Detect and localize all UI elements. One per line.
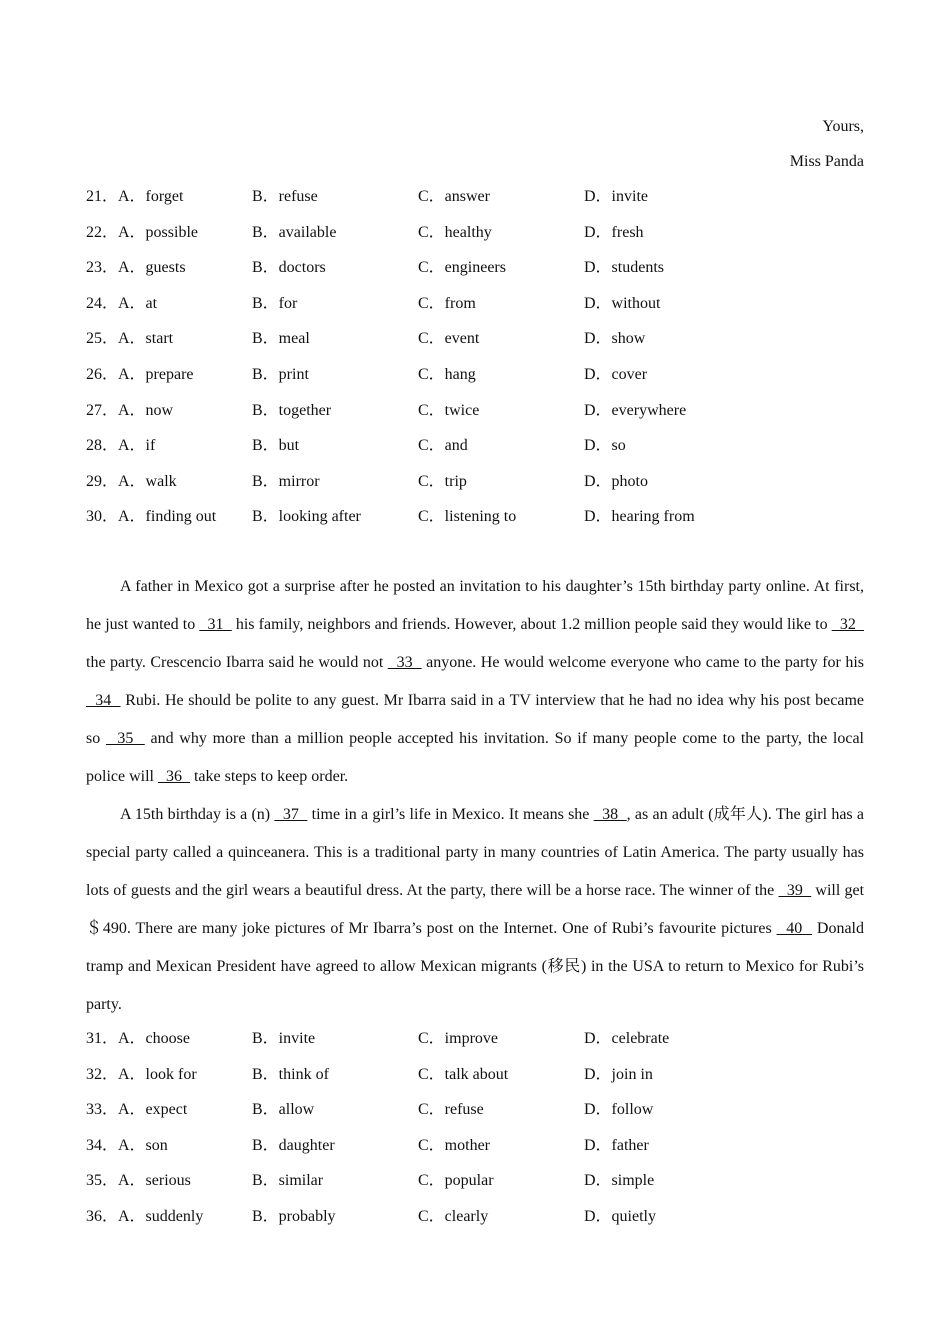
closing-line: Yours, xyxy=(822,118,864,135)
option-d: D．fresh xyxy=(584,223,644,241)
option-b: B．for xyxy=(252,294,298,312)
question-options-row xyxy=(86,1171,876,1207)
option-b: B．doctors xyxy=(252,259,326,277)
passage-text: and why more than a million people accepted his invitation. So if many people come to the party, the local police will xyxy=(86,730,864,785)
option-b: B．invite xyxy=(252,1030,316,1047)
option-d: D．hearing from xyxy=(584,508,695,526)
option-b: B．looking after xyxy=(252,508,361,526)
option-a: 27．A．now xyxy=(86,401,174,419)
option-b: B．together xyxy=(252,401,332,419)
option-c: C．listening to xyxy=(418,508,517,526)
answer-blank: 36 xyxy=(157,768,190,785)
option-b: B．available xyxy=(252,223,337,241)
passage-text: his family, neighbors and friends. However, about 1.2 million people said they would like to xyxy=(231,616,832,633)
passage-text: A father in Mexico got a surprise after he posted an invitation to his daughter’s 15th birthday party online. At first, he just wanted to xyxy=(86,578,864,633)
option-d: D．show xyxy=(584,330,646,348)
option-a: 35．A．serious xyxy=(86,1172,191,1190)
question-options-row xyxy=(86,1029,876,1065)
passage-paragraph xyxy=(86,568,864,796)
option-a: 24．A．at xyxy=(86,294,158,312)
answer-blank: 32 xyxy=(831,616,865,633)
option-b: B．probably xyxy=(252,1207,336,1225)
option-b: B．print xyxy=(252,365,309,383)
option-a: 26．A．prepare xyxy=(86,365,194,383)
answer-blank: 39 xyxy=(778,882,812,899)
option-a: 29．A．walk xyxy=(86,472,177,490)
answer-blank: 37 xyxy=(274,806,308,823)
passage-paragraph xyxy=(86,796,864,1024)
passage-text: anyone. He would welcome everyone who came to the party for his xyxy=(421,654,865,671)
option-a: 36．A．suddenly xyxy=(86,1207,204,1225)
answer-blank: 31 xyxy=(199,616,232,633)
passage-text: the party. Crescencio Ibarra said he would not xyxy=(86,654,388,671)
passage-text: Donald tramp and Mexican President have agreed to allow Mexican migrants (移民) in the USA to return to Mexico for Rubi’s party. xyxy=(86,920,864,1013)
options-block-21-30 xyxy=(86,187,876,543)
option-d: D．quietly xyxy=(584,1207,656,1225)
option-d: D．invite xyxy=(584,188,648,205)
answer-blank: 33 xyxy=(387,654,422,671)
option-c: C．trip xyxy=(418,472,467,490)
option-d: D．follow xyxy=(584,1101,654,1119)
option-d: D．cover xyxy=(584,365,648,383)
option-a: 32．A．look for xyxy=(86,1065,197,1083)
question-options-row xyxy=(86,223,876,259)
question-options-row xyxy=(86,294,876,330)
option-c: C．clearly xyxy=(418,1207,489,1225)
option-c: C．mother xyxy=(418,1136,490,1154)
question-options-row xyxy=(86,1100,876,1136)
question-options-row xyxy=(86,401,876,437)
reading-passage xyxy=(86,568,864,1024)
option-b: B．mirror xyxy=(252,472,320,490)
option-a: 34．A．son xyxy=(86,1136,168,1154)
option-d: D．father xyxy=(584,1136,649,1154)
option-b: B．similar xyxy=(252,1172,324,1190)
question-options-row xyxy=(86,472,876,508)
option-b: B．refuse xyxy=(252,188,318,205)
passage-text: will get ＄490. There are many joke pictures of Mr Ibarra’s post on the Internet. One of Rubi’s favourite pictures xyxy=(86,882,865,937)
question-options-row xyxy=(86,1136,876,1172)
option-c: C．popular xyxy=(418,1172,494,1190)
option-d: D．without xyxy=(584,294,661,312)
option-a: 25．A．start xyxy=(86,330,174,348)
passage-text: time in a girl’s life in Mexico. It means she xyxy=(307,806,594,823)
passage-text: , as an adult (成年人). The girl has a special party called a quinceanera. This is a traditional party in many countries of Latin America. The party usually has lots of guests and the girl wears a beautiful dress. At the party, there will be a horse race. The winner of the xyxy=(86,806,864,899)
passage-text: Rubi. He should be polite to any guest. Mr Ibarra said in a TV interview that he had no idea why his post became so xyxy=(86,692,865,747)
option-d: D．students xyxy=(584,259,665,277)
option-a: 30．A．finding out xyxy=(86,508,217,526)
option-a: 22．A．possible xyxy=(86,223,199,241)
letter-closing xyxy=(790,117,864,172)
option-d: D．photo xyxy=(584,472,649,490)
question-options-row xyxy=(86,507,876,543)
answer-blank: 35 xyxy=(105,730,145,747)
option-c: C．talk about xyxy=(418,1065,509,1083)
option-a: 31．A．choose xyxy=(86,1030,190,1047)
option-a: 21．A．forget xyxy=(86,188,184,205)
option-b: B．daughter xyxy=(252,1136,335,1154)
option-b: B．think of xyxy=(252,1065,329,1083)
option-a: 28．A．if xyxy=(86,437,156,455)
option-c: C．healthy xyxy=(418,223,492,241)
option-c: C．hang xyxy=(418,365,476,383)
option-c: C．engineers xyxy=(418,259,506,277)
option-b: B．meal xyxy=(252,330,310,348)
question-options-row xyxy=(86,436,876,472)
option-d: D．simple xyxy=(584,1172,655,1190)
question-options-row xyxy=(86,187,876,223)
option-d: D．join in xyxy=(584,1065,653,1083)
question-options-row xyxy=(86,258,876,294)
question-options-row xyxy=(86,1207,876,1243)
option-c: C．twice xyxy=(418,401,480,419)
passage-text: take steps to keep order. xyxy=(189,768,349,785)
signature: Miss Panda xyxy=(789,153,864,170)
answer-blank: 38 xyxy=(593,806,627,823)
question-options-row xyxy=(86,1065,876,1101)
passage-text: A 15th birthday is a (n) xyxy=(120,806,275,823)
option-c: C．improve xyxy=(418,1030,498,1047)
option-a: 33．A．expect xyxy=(86,1101,188,1119)
option-b: B．allow xyxy=(252,1101,315,1119)
option-d: D．so xyxy=(584,437,626,455)
option-d: D．everywhere xyxy=(584,401,687,419)
question-options-row xyxy=(86,365,876,401)
option-c: C．event xyxy=(418,330,480,348)
answer-blank: 34 xyxy=(86,692,121,709)
options-block-31-36 xyxy=(86,1029,876,1243)
question-options-row xyxy=(86,329,876,365)
answer-blank: 40 xyxy=(776,920,813,937)
option-a: 23．A．guests xyxy=(86,259,186,277)
option-c: C．answer xyxy=(418,188,490,205)
option-c: C．from xyxy=(418,294,476,312)
option-b: B．but xyxy=(252,437,300,455)
option-d: D．celebrate xyxy=(584,1030,670,1047)
option-c: C．and xyxy=(418,437,468,455)
option-c: C．refuse xyxy=(418,1101,484,1119)
